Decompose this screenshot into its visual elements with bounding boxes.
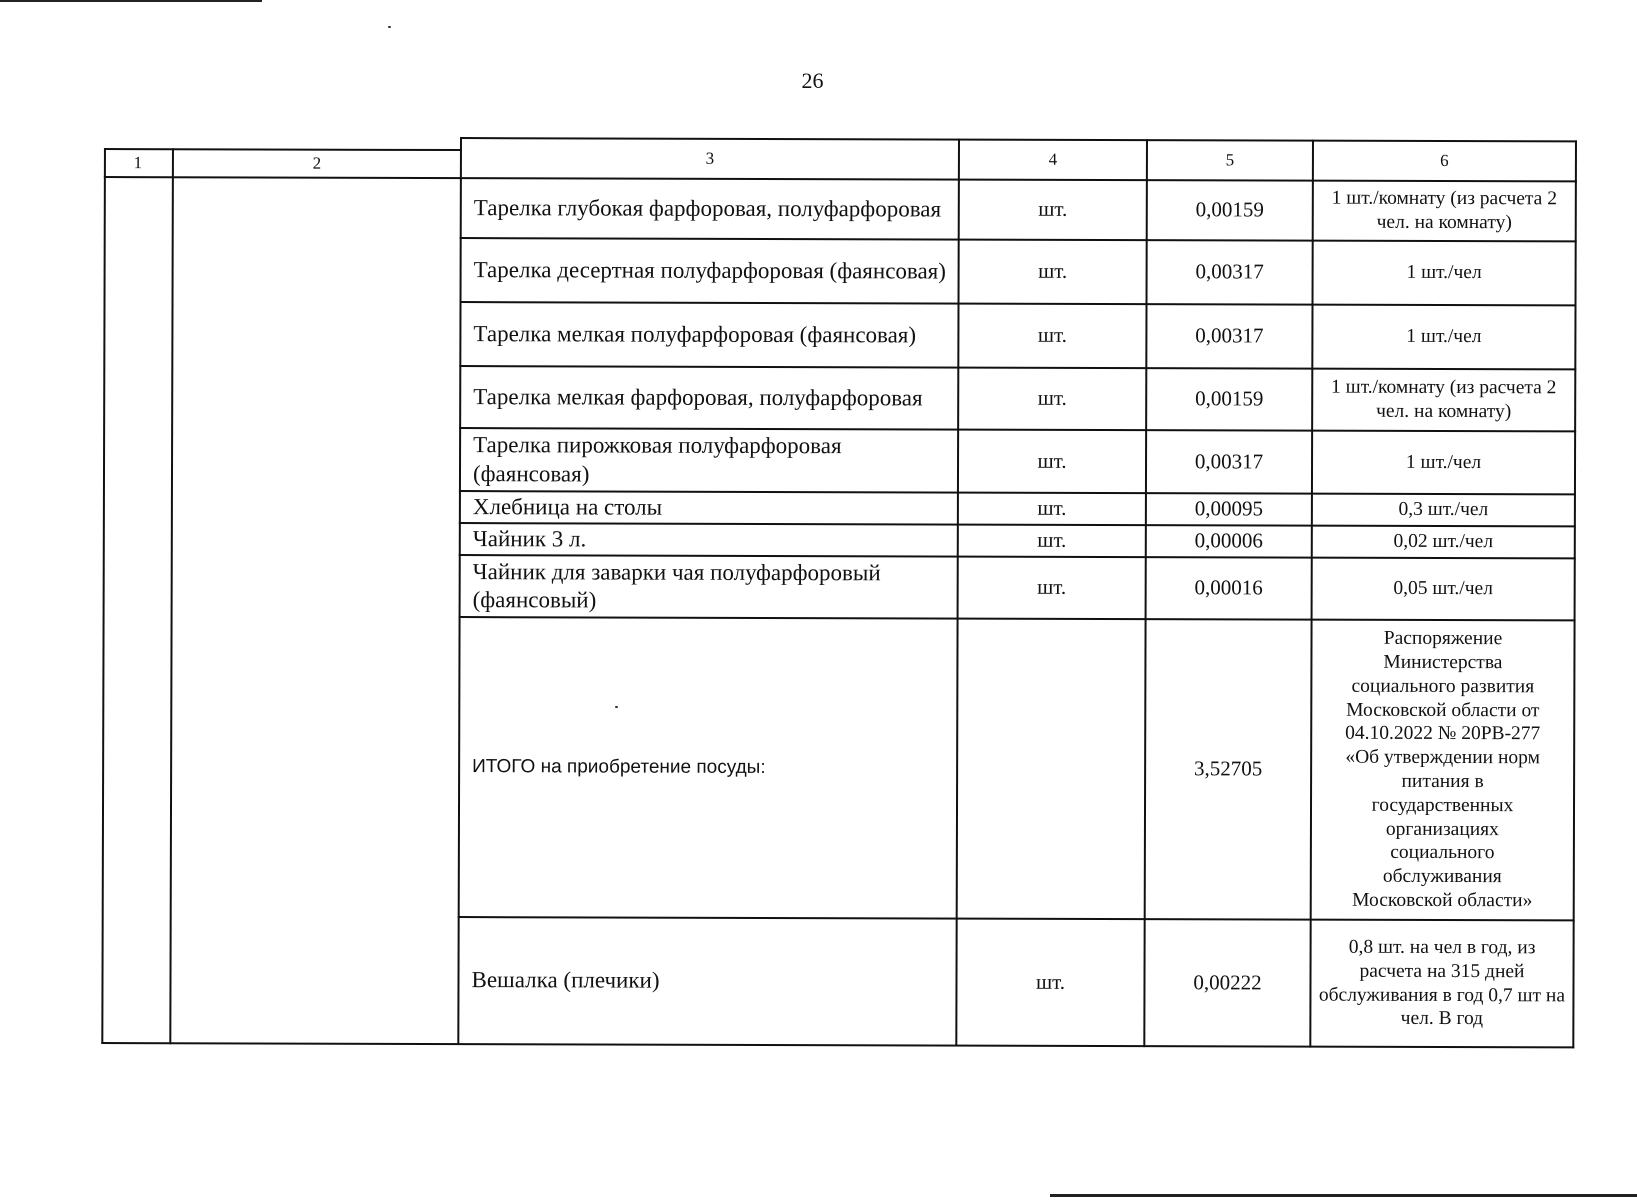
item-coefficient: 0,00006 — [1194, 528, 1263, 553]
item-name: Чайник 3 л. — [472, 526, 587, 552]
item-coefficient: 0,00016 — [1194, 575, 1263, 600]
item-name: Тарелка мелкая фарфоровая, полуфарфоровая — [473, 384, 923, 411]
column-divider — [169, 148, 174, 1044]
column-header-1: 1 — [133, 152, 143, 172]
item-unit: шт. — [1037, 448, 1067, 473]
table-border-left — [101, 148, 106, 1044]
item-coefficient: 0,00222 — [1193, 969, 1262, 995]
scan-speck — [388, 26, 391, 28]
item-name: Тарелка мелкая полуфарфоровая (фаянсовая) — [473, 321, 917, 348]
item-norm: 0,3 шт./чел — [1398, 498, 1489, 521]
item-coefficient: 0,00095 — [1194, 496, 1264, 521]
item-coefficient: 0,00159 — [1195, 386, 1264, 411]
scan-edge-top — [0, 0, 262, 2]
column-header-3: 3 — [705, 148, 715, 168]
item-name: Тарелка глубокая фарфоровая, полуфарфоровая — [473, 195, 942, 222]
column-header-5: 5 — [1225, 149, 1235, 169]
item-norm: 0,02 шт./чел — [1393, 530, 1494, 553]
total-norm: Распоряжение Министерства социального развития Московской области от 04.10.2022 № 20РВ-277 «Об утверждении норм питания в государственных организациях социального обслуживания Московской области» — [1345, 628, 1541, 912]
data-table — [101, 136, 1578, 1049]
item-coefficient: 0,00317 — [1194, 448, 1264, 474]
item-unit: шт. — [1037, 322, 1067, 348]
item-name: Хлебница на столы — [472, 494, 663, 520]
item-name: Чайник для заварки чая полуфарфоровый (фаянсовый) — [472, 559, 881, 613]
column-header-6: 6 — [1440, 150, 1449, 170]
item-coefficient: 0,00317 — [1195, 323, 1264, 348]
scan-edge-bottom — [1050, 1194, 1637, 1197]
item-unit: шт. — [1035, 969, 1066, 994]
item-name: Тарелка пирожковая полуфарфоровая (фаянсовая) — [472, 432, 842, 486]
item-unit: шт. — [1038, 196, 1068, 222]
page-number: 26 — [801, 68, 824, 93]
item-norm: 1 шт./чел — [1406, 325, 1482, 348]
total-label: ИТОГО на приобретение посуды: — [472, 756, 766, 779]
item-norm: 1 шт./чел — [1405, 451, 1482, 473]
item-unit: шт. — [1037, 574, 1067, 600]
item-unit: шт. — [1038, 258, 1068, 284]
total-coefficient: 3,52705 — [1193, 756, 1263, 781]
column-header-2: 2 — [312, 153, 322, 173]
item-name: Тарелка десертная полуфарфоровая (фаянсовая) — [473, 257, 946, 284]
item-unit: шт. — [1037, 495, 1067, 521]
item-norm: 0,05 шт./чел — [1393, 577, 1493, 600]
column-header-4: 4 — [1048, 149, 1058, 169]
item-name: Вешалка (плечики) — [471, 967, 660, 994]
item-unit: шт. — [1037, 527, 1067, 553]
total-unit — [958, 620, 1145, 919]
item-norm: 1 шт./чел — [1406, 261, 1482, 284]
item-coefficient: 0,00159 — [1195, 197, 1264, 222]
item-norm: 1 шт./комнату (из расчета 2 чел. на комнату) — [1331, 376, 1557, 423]
item-norm: 1 шт./комнату (из расчета 2 чел. на комнату) — [1331, 187, 1558, 234]
item-unit: шт. — [1037, 385, 1067, 411]
item-norm: 0,8 шт. на чел в год, из расчета на 315 дней обслуживания в год 0,7 шт на чел. В год — [1318, 936, 1566, 1030]
item-coefficient: 0,00317 — [1195, 259, 1264, 284]
